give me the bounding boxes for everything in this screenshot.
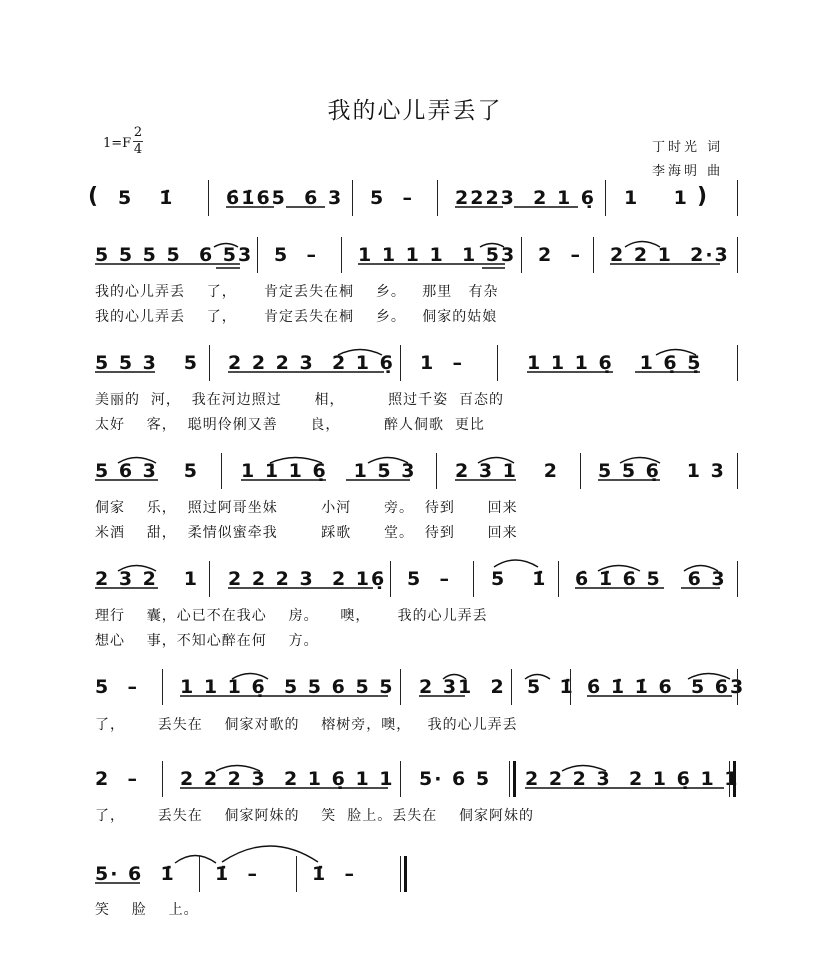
lyric-line: 了， 丢失在 侗家阿妹的 笑 脸上。丢失在 侗家阿妹的: [95, 808, 535, 824]
measure: 2 2 2 3 2 1 6̣ 1 1: [180, 768, 395, 790]
barline: [257, 237, 258, 273]
lyric-line: 我的心儿弄丢 了， 肯定丢失在桐 乡。 那里 有杂: [95, 284, 499, 300]
time-signature-bottom: 4: [133, 142, 143, 157]
measure: 5 1̇: [118, 187, 175, 209]
lyric-line: 米酒 甜， 柔情似蜜牵我 踩歌 堂。 待到 回来: [95, 525, 518, 541]
measure: 2 31 2: [419, 676, 506, 698]
system-8: [0, 856, 830, 892]
measure: 2 –: [538, 244, 582, 266]
measure: 1 1 1 1 1 53: [358, 244, 517, 266]
measure: 2 2 2 3 2 1 6̣: [228, 352, 395, 374]
measure: 5 –: [274, 244, 318, 266]
measure: 1̇ –: [215, 863, 259, 885]
time-signature: [131, 125, 145, 158]
lyric-line: 我的心儿弄丢 了， 肯定丢失在桐 乡。 侗家的姑娘: [95, 309, 498, 325]
lyric-line: 理行 囊，心已不在我心 房。 噢， 我的心儿弄丢: [95, 608, 488, 624]
measure: 5 5 3 5: [95, 352, 199, 374]
barline: [437, 180, 438, 216]
measure: 2 2 2 3 2 16̣: [228, 568, 387, 590]
measure: 5 –: [370, 187, 414, 209]
barline: [208, 180, 209, 216]
barline: [558, 561, 559, 597]
system-3: [0, 345, 830, 381]
barline: [162, 669, 163, 705]
measure: 2 3 1 2: [455, 460, 559, 482]
barline: [162, 761, 163, 797]
measure: 5 –: [95, 676, 139, 698]
measure: 2223 2 1 6̣: [455, 187, 597, 209]
measure: 2 3 2 1: [95, 568, 199, 590]
lyric-line: 想心 事，不知心醉在何 方。: [95, 633, 319, 649]
barline: [400, 761, 401, 797]
barline: [209, 561, 210, 597]
barline: [570, 669, 571, 705]
song-title: 我的心儿弄丢了: [327, 98, 503, 124]
barline: [341, 237, 342, 273]
barline: [737, 180, 738, 216]
lyric-line: 了， 丢失在 侗家对歌的 榕树旁，噢， 我的心儿弄丢: [95, 717, 518, 733]
measure: 1 1 1 6̣ 1 6̣ 5̣: [527, 352, 703, 374]
barline: [580, 453, 581, 489]
barline: [521, 237, 522, 273]
measure: 5 6 3 5: [95, 460, 199, 482]
barline: [737, 669, 738, 705]
barline: [199, 856, 200, 892]
system-6: [0, 669, 830, 705]
end-barline: [400, 856, 401, 892]
measure: 5· 6 1̇: [95, 863, 176, 885]
measure: 5 1̇: [527, 676, 575, 698]
key-signature: 1=F: [103, 136, 132, 151]
barline: [737, 561, 738, 597]
measure: 2 2 1 2·3: [610, 244, 730, 266]
measure: 5 1̇: [491, 568, 548, 590]
barline: [296, 856, 297, 892]
lyric-line: 太好 客， 聪明伶俐又善 良， 醉人侗歌 更比: [95, 417, 485, 433]
measure: 1 1 1 6̣ 1 5 3: [241, 460, 417, 482]
barline: [605, 180, 606, 216]
barline: [209, 345, 210, 381]
measure: 6̇ 1̇ 6 5 6 3: [575, 568, 727, 590]
measure: 5 5 5 5 6 53: [95, 244, 254, 266]
barline: [737, 453, 738, 489]
barline: [511, 669, 512, 705]
system-5: [0, 561, 830, 597]
measure: 5· 6 5: [419, 768, 492, 790]
barline: [593, 237, 594, 273]
lyric-line: 美丽的 河， 我在河边照过 相， 照过千姿 百态的: [95, 392, 505, 408]
barline: [221, 453, 222, 489]
measure: 1 1: [624, 187, 689, 209]
composer-credit: 李海明 曲: [652, 164, 724, 179]
lyric-line: 笑 脸 上。: [95, 902, 199, 918]
system-4: [0, 453, 830, 489]
barline: [400, 345, 401, 381]
measure: 1 1 1 6̣ 5 5 6 5 5: [180, 676, 395, 698]
system-2: [0, 237, 830, 273]
measure: 2 2 2 3 2 1 6̣ 1 1: [525, 768, 740, 790]
barline: [390, 561, 391, 597]
end-barline: [729, 761, 730, 797]
barline: [473, 561, 474, 597]
barline: [436, 453, 437, 489]
barline: [737, 345, 738, 381]
barline: [737, 237, 738, 273]
barline: [400, 669, 401, 705]
lyricist-credit: 丁时光 词: [652, 140, 724, 155]
barline: [352, 180, 353, 216]
measure: 1 –: [420, 352, 464, 374]
time-signature-top: 2: [133, 125, 143, 140]
measure: 6̇ 1̇ 1̇ 6 5 63: [587, 676, 746, 698]
intro-open-paren: (: [88, 184, 99, 209]
system-1: [0, 180, 830, 216]
system-7: [0, 761, 830, 797]
measure: 1̇ –: [312, 863, 356, 885]
repeat-barline: [509, 761, 510, 797]
measure: 6̇1̇65 6 3: [226, 187, 344, 209]
measure: 2 –: [95, 768, 139, 790]
measure: 5 5 6̣ 1 3: [598, 460, 726, 482]
lyric-line: 侗家 乐， 照过阿哥坐妹 小河 旁。 待到 回来: [95, 500, 518, 516]
barline: [497, 345, 498, 381]
measure: 5 –: [407, 568, 451, 590]
intro-close-paren: ): [697, 184, 708, 209]
